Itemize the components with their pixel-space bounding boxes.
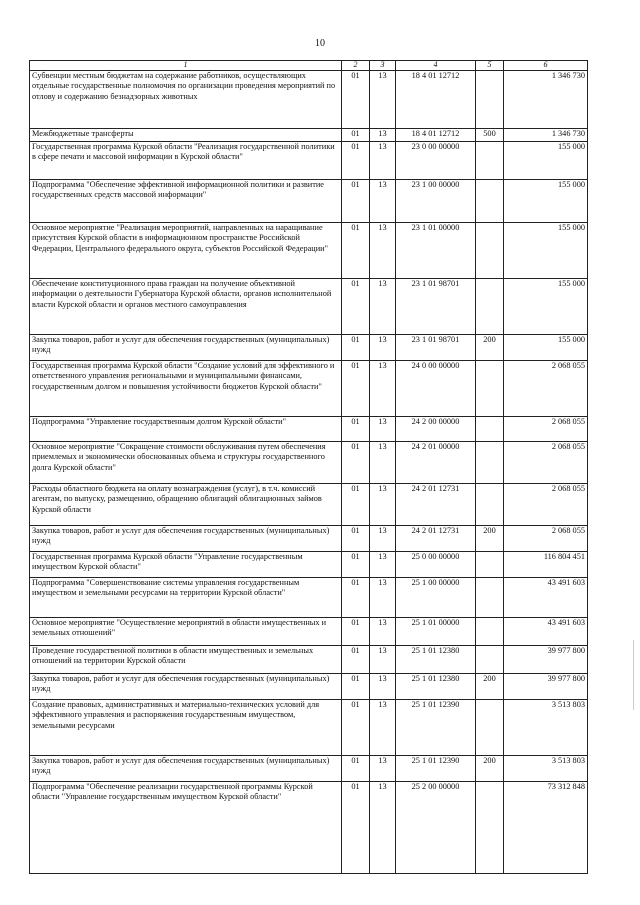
row-name: Подпрограмма "Обеспечение эффективной информационной политики и развитие государственных средств массовой информации": [30, 180, 342, 223]
row-target-article: 25 1 00 00000: [396, 578, 476, 618]
row-subsection: 13: [370, 279, 396, 335]
table-row: [30, 71, 588, 129]
row-subsection: 13: [370, 71, 396, 129]
row-section: 01: [342, 442, 370, 484]
row-subsection: 13: [370, 223, 396, 279]
table-row: [30, 618, 588, 646]
row-target-article: 24 0 00 00000: [396, 361, 476, 417]
row-expense-type: [476, 552, 504, 578]
row-name: Межбюджетные трансферты: [30, 129, 342, 142]
row-name: Закупка товаров, работ и услуг для обеспечения государственных (муниципальных) нужд: [30, 674, 342, 700]
row-section: 01: [342, 782, 370, 874]
table-header-row: [30, 61, 588, 71]
row-amount: 155 000: [504, 223, 588, 279]
table-row: [30, 279, 588, 335]
table-row: [30, 361, 588, 417]
table-row: [30, 129, 588, 142]
row-name: Основное мероприятие "Сокращение стоимости обслуживания путем обеспечения приемлемых и экономически обоснованных объема и структуры государственного долга Курской области": [30, 442, 342, 484]
row-expense-type: 200: [476, 335, 504, 361]
row-name: Подпрограмма "Управление государственным долгом Курской области": [30, 417, 342, 442]
row-expense-type: [476, 646, 504, 674]
table-row: [30, 142, 588, 180]
row-target-article: 24 2 01 00000: [396, 442, 476, 484]
page-number: 10: [315, 38, 325, 49]
row-expense-type: [476, 71, 504, 129]
row-amount: 155 000: [504, 142, 588, 180]
row-amount: 116 804 451: [504, 552, 588, 578]
row-target-article: 23 1 01 00000: [396, 223, 476, 279]
row-target-article: 23 1 01 98701: [396, 279, 476, 335]
row-subsection: 13: [370, 552, 396, 578]
table-row: [30, 700, 588, 756]
row-section: 01: [342, 756, 370, 782]
row-amount: 43 491 603: [504, 578, 588, 618]
row-amount: 73 312 848: [504, 782, 588, 874]
table-row: [30, 180, 588, 223]
row-amount: 2 068 055: [504, 484, 588, 526]
row-expense-type: [476, 361, 504, 417]
row-target-article: 25 1 01 12380: [396, 674, 476, 700]
table-row: [30, 756, 588, 782]
table-row: [30, 223, 588, 279]
row-section: 01: [342, 180, 370, 223]
row-section: 01: [342, 578, 370, 618]
row-expense-type: 500: [476, 129, 504, 142]
row-section: 01: [342, 526, 370, 552]
row-amount: 3 513 803: [504, 756, 588, 782]
row-amount: 155 000: [504, 180, 588, 223]
row-name: Создание правовых, административных и материально-технических условий для эффективного управления и распоряжения государственным имуществом, земельными ресурсами: [30, 700, 342, 756]
table-row: [30, 417, 588, 442]
row-amount: 155 000: [504, 335, 588, 361]
table-row: [30, 674, 588, 700]
row-subsection: 13: [370, 674, 396, 700]
row-target-article: 18 4 01 12712: [396, 129, 476, 142]
row-section: 01: [342, 129, 370, 142]
row-section: 01: [342, 484, 370, 526]
row-name: Субвенции местным бюджетам на содержание работников, осуществляющих отдельные государственные полномочия по организации проведения мероприятий по отлову и содержанию безнадзорных животных: [30, 71, 342, 129]
row-target-article: 25 2 00 00000: [396, 782, 476, 874]
column-header-section: 2: [342, 61, 370, 71]
row-name: Обеспечение конституционного права граждан на получение объективной информации о деятельности Губернатора Курской области, органов исполнительной власти Курской области и органов местного самоуправления: [30, 279, 342, 335]
table-row: [30, 782, 588, 874]
row-name: Государственная программа Курской области "Создание условий для эффективного и ответственного управления региональными и муниципальными финансами, государственным долгом и повышения устойчивости бюджетов Курской области": [30, 361, 342, 417]
row-target-article: 23 1 01 98701: [396, 335, 476, 361]
table-row: [30, 484, 588, 526]
row-target-article: 18 4 01 12712: [396, 71, 476, 129]
table-row: [30, 578, 588, 618]
row-section: 01: [342, 646, 370, 674]
row-section: 01: [342, 361, 370, 417]
row-expense-type: [476, 484, 504, 526]
column-header-name: 1: [30, 61, 342, 71]
row-section: 01: [342, 417, 370, 442]
row-subsection: 13: [370, 442, 396, 484]
row-section: 01: [342, 674, 370, 700]
row-section: 01: [342, 71, 370, 129]
row-section: 01: [342, 552, 370, 578]
row-target-article: 23 0 00 00000: [396, 142, 476, 180]
row-expense-type: [476, 279, 504, 335]
row-target-article: 25 0 00 00000: [396, 552, 476, 578]
row-name: Проведение государственной политики в области имущественных и земельных отношений на территории Курской области: [30, 646, 342, 674]
row-subsection: 13: [370, 417, 396, 442]
row-subsection: 13: [370, 618, 396, 646]
table-row: [30, 552, 588, 578]
row-subsection: 13: [370, 782, 396, 874]
row-expense-type: [476, 223, 504, 279]
row-name: Государственная программа Курской области "Управление государственным имуществом Курской области": [30, 552, 342, 578]
row-target-article: 24 2 00 00000: [396, 417, 476, 442]
row-section: 01: [342, 700, 370, 756]
row-amount: 39 977 800: [504, 674, 588, 700]
row-section: 01: [342, 335, 370, 361]
column-header-amount: 6: [504, 61, 588, 71]
row-name: Подпрограмма "Обеспечение реализации государственной программы Курской области "Управление государственным имуществом Курской области": [30, 782, 342, 874]
row-subsection: 13: [370, 484, 396, 526]
row-expense-type: [476, 578, 504, 618]
row-amount: 2 068 055: [504, 526, 588, 552]
row-target-article: 23 1 00 00000: [396, 180, 476, 223]
table-row: [30, 335, 588, 361]
row-section: 01: [342, 142, 370, 180]
row-subsection: 13: [370, 578, 396, 618]
row-section: 01: [342, 618, 370, 646]
row-subsection: 13: [370, 335, 396, 361]
row-expense-type: 200: [476, 756, 504, 782]
row-amount: 3 513 803: [504, 700, 588, 756]
row-subsection: 13: [370, 646, 396, 674]
row-amount: 2 068 055: [504, 417, 588, 442]
row-target-article: 24 2 01 12731: [396, 484, 476, 526]
row-amount: 2 068 055: [504, 361, 588, 417]
row-amount: 39 977 800: [504, 646, 588, 674]
row-amount: 43 491 603: [504, 618, 588, 646]
row-name: Закупка товаров, работ и услуг для обеспечения государственных (муниципальных) нужд: [30, 526, 342, 552]
row-name: Расходы областного бюджета на оплату вознаграждения (услуг), в т.ч. комиссий агентам, по выпуску, размещению, обращению облигаций облигационных займов Курской области: [30, 484, 342, 526]
row-expense-type: [476, 442, 504, 484]
row-name: Основное мероприятие "Осуществление мероприятий в области имущественных и земельных отношений": [30, 618, 342, 646]
column-header-target-article: 4: [396, 61, 476, 71]
column-header-subsection: 3: [370, 61, 396, 71]
row-subsection: 13: [370, 180, 396, 223]
row-subsection: 13: [370, 700, 396, 756]
scan-edge-mark: [633, 640, 638, 710]
row-expense-type: 200: [476, 674, 504, 700]
row-name: Закупка товаров, работ и услуг для обеспечения государственных (муниципальных) нужд: [30, 756, 342, 782]
row-name: Основное мероприятие "Реализация мероприятий, направленных на наращивание присутствия Курской области в информационном пространстве Российской Федерации, Центрального федерального округа, субъектов Российской Федерации": [30, 223, 342, 279]
row-name: Государственная программа Курской области "Реализация государственной политики в сфере печати и массовой информации в Курской области": [30, 142, 342, 180]
row-target-article: 25 1 01 12390: [396, 756, 476, 782]
budget-table: [29, 60, 588, 874]
row-subsection: 13: [370, 361, 396, 417]
row-target-article: 25 1 01 12380: [396, 646, 476, 674]
table-row: [30, 442, 588, 484]
row-amount: 155 000: [504, 279, 588, 335]
row-subsection: 13: [370, 129, 396, 142]
row-section: 01: [342, 279, 370, 335]
row-expense-type: 200: [476, 526, 504, 552]
table-row: [30, 646, 588, 674]
row-name: Закупка товаров, работ и услуг для обеспечения государственных (муниципальных) нужд: [30, 335, 342, 361]
row-amount: 1 346 730: [504, 129, 588, 142]
row-expense-type: [476, 700, 504, 756]
row-expense-type: [476, 618, 504, 646]
row-target-article: 25 1 01 12390: [396, 700, 476, 756]
row-expense-type: [476, 142, 504, 180]
row-amount: 2 068 055: [504, 442, 588, 484]
row-target-article: 24 2 01 12731: [396, 526, 476, 552]
table-row: [30, 526, 588, 552]
column-header-expense-type: 5: [476, 61, 504, 71]
row-expense-type: [476, 417, 504, 442]
row-name: Подпрограмма "Совершенствование системы управления государственным имуществом и земельными ресурсами на территории Курской области": [30, 578, 342, 618]
row-section: 01: [342, 223, 370, 279]
row-expense-type: [476, 782, 504, 874]
row-expense-type: [476, 180, 504, 223]
row-target-article: 25 1 01 00000: [396, 618, 476, 646]
row-subsection: 13: [370, 526, 396, 552]
row-subsection: 13: [370, 142, 396, 180]
row-subsection: 13: [370, 756, 396, 782]
row-amount: 1 346 730: [504, 71, 588, 129]
